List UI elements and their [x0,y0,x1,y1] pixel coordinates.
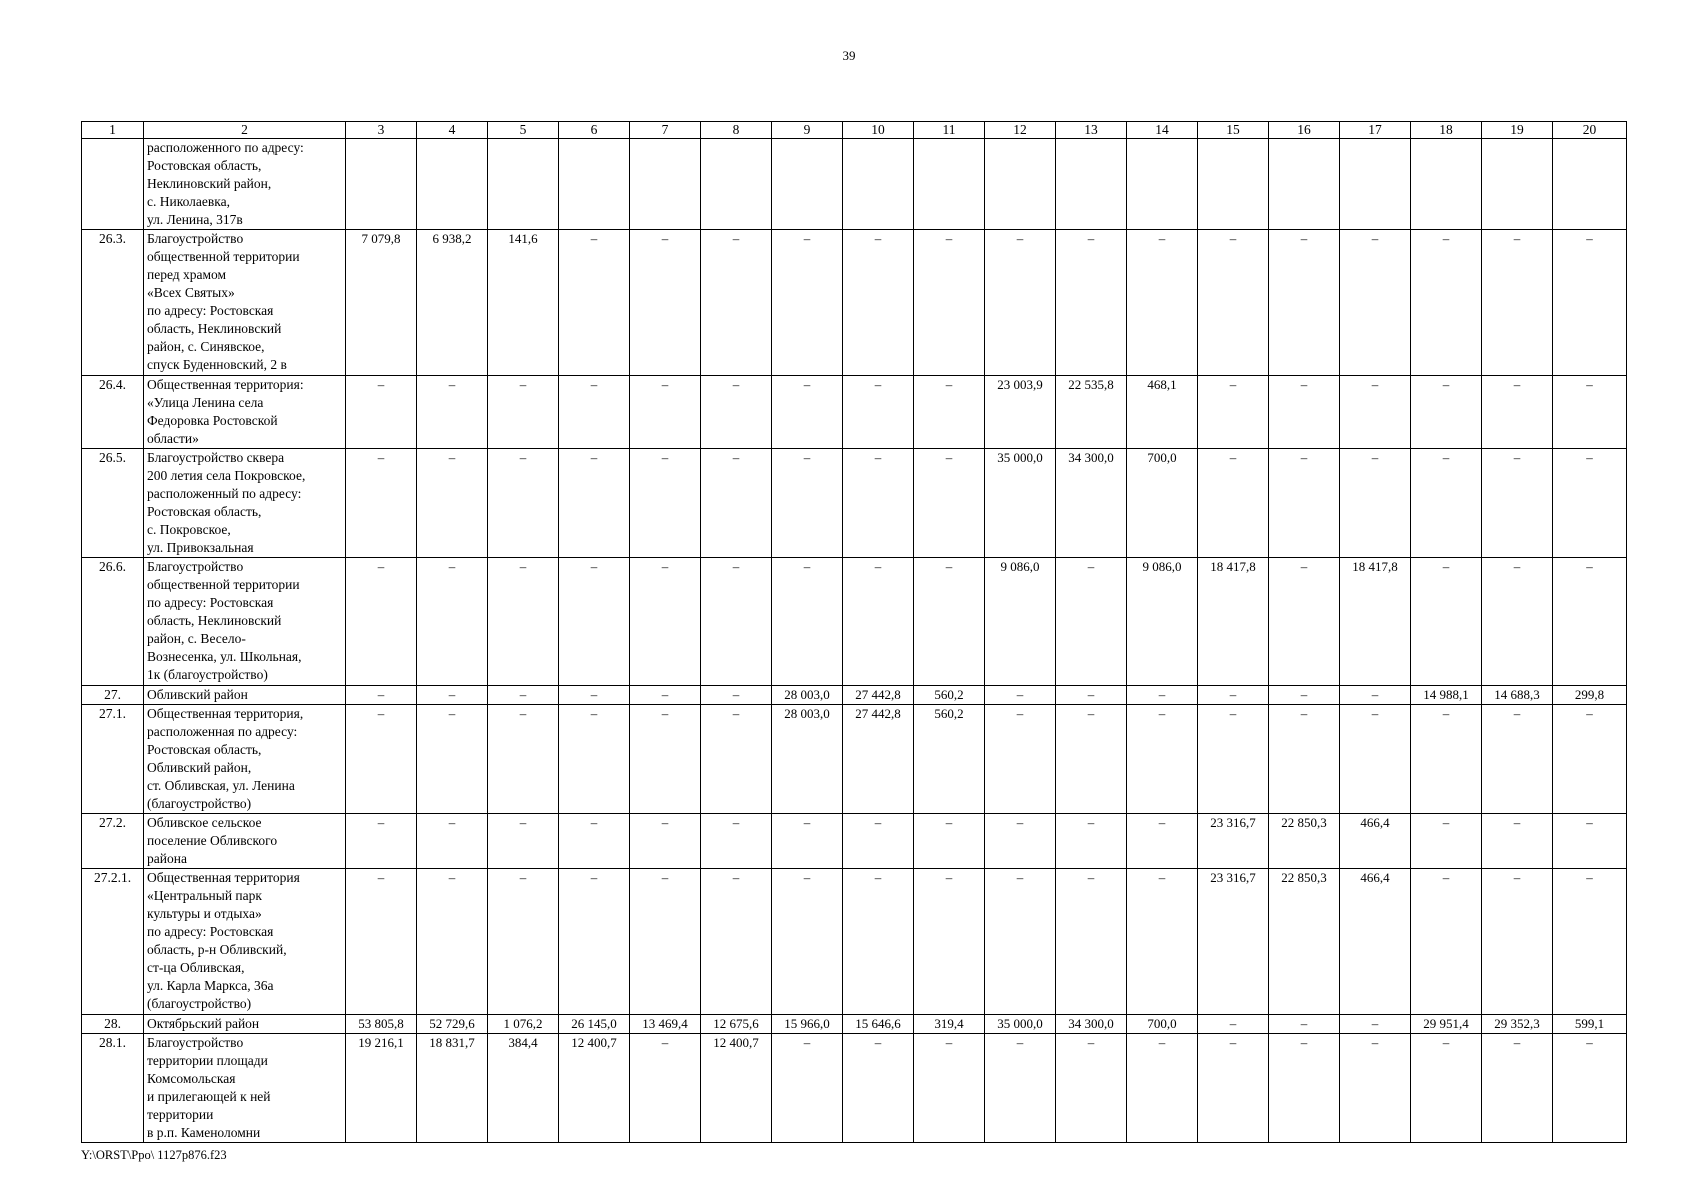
value-cell: – [417,869,488,1015]
value-cell: – [559,558,630,686]
column-header: 11 [914,122,985,139]
value-cell: – [1411,814,1482,869]
row-number-cell: 27.2.1. [82,869,144,1015]
value-cell: – [1127,814,1198,869]
value-cell: – [1198,686,1269,705]
column-header: 14 [1127,122,1198,139]
value-cell: – [1198,705,1269,814]
column-header: 9 [772,122,843,139]
value-cell: – [488,558,559,686]
value-cell: – [914,814,985,869]
value-cell: – [1198,1034,1269,1143]
value-cell: – [488,705,559,814]
column-header: 6 [559,122,630,139]
value-cell [1482,139,1553,230]
value-cell: – [1056,814,1127,869]
value-cell: 9 086,0 [985,558,1056,686]
value-cell: 35 000,0 [985,1015,1056,1034]
value-cell: – [1553,230,1627,376]
column-header: 18 [1411,122,1482,139]
value-cell: – [1411,449,1482,558]
value-cell: 12 400,7 [559,1034,630,1143]
value-cell: – [1482,705,1553,814]
file-path-footer: Y:\ORST\Ppo\ 1127p876.f23 [81,1148,227,1162]
value-cell: – [1340,230,1411,376]
value-cell: – [559,869,630,1015]
value-cell: 319,4 [914,1015,985,1034]
value-cell: – [630,376,701,449]
page-number: 39 [842,48,856,63]
column-header: 5 [488,122,559,139]
value-cell: – [701,376,772,449]
value-cell: – [772,814,843,869]
value-cell [559,139,630,230]
value-cell: 468,1 [1127,376,1198,449]
value-cell [701,139,772,230]
value-cell: – [1127,869,1198,1015]
value-cell: – [488,686,559,705]
value-cell: 27 442,8 [843,686,914,705]
value-cell: 35 000,0 [985,449,1056,558]
item-name-cell: Обливское сельское поселение Обливского района [144,814,346,869]
value-cell: – [985,705,1056,814]
value-cell: 34 300,0 [1056,1015,1127,1034]
value-cell: – [914,558,985,686]
value-cell: – [701,869,772,1015]
value-cell: 22 535,8 [1056,376,1127,449]
value-cell: – [1482,1034,1553,1143]
value-cell: 12 675,6 [701,1015,772,1034]
row-number-cell: 27. [82,686,144,705]
value-cell: – [559,449,630,558]
item-name-cell: Октябрьский район [144,1015,346,1034]
value-cell: 52 729,6 [417,1015,488,1034]
value-cell: – [914,230,985,376]
value-cell: – [559,376,630,449]
value-cell: – [772,869,843,1015]
value-cell: – [1269,376,1340,449]
value-cell [488,139,559,230]
value-cell: 12 400,7 [701,1034,772,1143]
value-cell [1269,139,1340,230]
value-cell [1056,139,1127,230]
value-cell: 14 688,3 [1482,686,1553,705]
column-header: 10 [843,122,914,139]
value-cell: – [1198,1015,1269,1034]
value-cell: 18 417,8 [1340,558,1411,686]
row-number-cell: 28.1. [82,1034,144,1143]
value-cell: 22 850,3 [1269,814,1340,869]
value-cell: – [772,230,843,376]
value-cell: – [1340,686,1411,705]
table-row [82,558,1627,686]
value-cell: – [630,558,701,686]
value-cell: – [1269,1015,1340,1034]
value-cell: – [488,869,559,1015]
value-cell: – [1127,1034,1198,1143]
value-cell: – [1553,1034,1627,1143]
value-cell: – [701,230,772,376]
row-number-cell: 28. [82,1015,144,1034]
value-cell: – [559,814,630,869]
value-cell: – [1198,449,1269,558]
value-cell: – [1553,705,1627,814]
column-header: 4 [417,122,488,139]
value-cell: 53 805,8 [346,1015,417,1034]
value-cell: – [1340,376,1411,449]
value-cell: 23 316,7 [1198,869,1269,1015]
value-cell [914,139,985,230]
value-cell: – [1482,230,1553,376]
value-cell [843,139,914,230]
value-cell: 560,2 [914,705,985,814]
value-cell [417,139,488,230]
value-cell: – [914,449,985,558]
table-row [82,686,1627,705]
value-cell: 15 646,6 [843,1015,914,1034]
value-cell: – [417,449,488,558]
value-cell: – [1411,558,1482,686]
value-cell: – [559,230,630,376]
item-name-cell: Общественная территория: «Улица Ленина села Федоровка Ростовской области» [144,376,346,449]
value-cell: 14 988,1 [1411,686,1482,705]
value-cell: – [772,449,843,558]
value-cell: – [1269,558,1340,686]
value-cell: – [630,705,701,814]
table-row [82,139,1627,230]
value-cell: – [417,686,488,705]
value-cell: – [346,686,417,705]
value-cell: – [417,814,488,869]
value-cell: – [1411,1034,1482,1143]
value-cell: 29 951,4 [1411,1015,1482,1034]
value-cell: 19 216,1 [346,1034,417,1143]
value-cell: – [488,376,559,449]
value-cell: – [843,558,914,686]
value-cell: – [1056,1034,1127,1143]
value-cell: 466,4 [1340,869,1411,1015]
value-cell [346,139,417,230]
value-cell: – [1482,814,1553,869]
column-header: 3 [346,122,417,139]
table-row [82,1034,1627,1143]
value-cell: – [346,558,417,686]
value-cell: – [630,686,701,705]
value-cell: – [488,449,559,558]
item-name-cell: расположенного по адресу: Ростовская область, Неклиновский район, с. Николаевка, ул. Ленина, 317в [144,139,346,230]
value-cell: – [630,230,701,376]
item-name-cell: Благоустройство общественной территории перед храмом «Всех Святых» по адресу: Ростовская область, Неклиновский район, с. Синявское, спуск Буденновский, 2 в [144,230,346,376]
item-name-cell: Общественная территория, расположенная по адресу: Ростовская область, Обливский район, ст. Обливская, ул. Ленина (благоустройство) [144,705,346,814]
value-cell: – [1553,558,1627,686]
value-cell: – [1340,1034,1411,1143]
value-cell: 34 300,0 [1056,449,1127,558]
value-cell: – [1482,869,1553,1015]
value-cell: 15 966,0 [772,1015,843,1034]
value-cell: – [701,705,772,814]
value-cell: – [1056,230,1127,376]
value-cell: 6 938,2 [417,230,488,376]
item-name-cell: Обливский район [144,686,346,705]
value-cell: – [1553,376,1627,449]
table-row [82,1015,1627,1034]
value-cell: 1 076,2 [488,1015,559,1034]
value-cell: – [985,1034,1056,1143]
row-number-cell: 27.2. [82,814,144,869]
value-cell: – [701,558,772,686]
value-cell [772,139,843,230]
value-cell: 700,0 [1127,1015,1198,1034]
value-cell: – [630,449,701,558]
value-cell: – [985,686,1056,705]
value-cell: – [772,1034,843,1143]
column-header: 17 [1340,122,1411,139]
column-header: 16 [1269,122,1340,139]
item-name-cell: Благоустройство общественной территории по адресу: Ростовская область, Неклиновский район, с. Весело- Вознесенка, ул. Школьная, 1к (благоустройство) [144,558,346,686]
value-cell: – [1269,705,1340,814]
value-cell: – [985,814,1056,869]
value-cell: – [630,869,701,1015]
value-cell: – [1340,705,1411,814]
item-name-cell: Благоустройство сквера 200 летия села Покровское, расположенный по адресу: Ростовская область, с. Покровское, ул. Привокзальная [144,449,346,558]
value-cell: – [417,705,488,814]
value-cell: – [701,686,772,705]
column-header: 13 [1056,122,1127,139]
value-cell: 29 352,3 [1482,1015,1553,1034]
value-cell: – [914,869,985,1015]
value-cell: 466,4 [1340,814,1411,869]
row-number-cell: 27.1. [82,705,144,814]
row-number-cell: 26.5. [82,449,144,558]
value-cell: – [843,449,914,558]
value-cell: 9 086,0 [1127,558,1198,686]
value-cell: 23 316,7 [1198,814,1269,869]
value-cell: – [843,869,914,1015]
column-header: 15 [1198,122,1269,139]
value-cell: – [1056,686,1127,705]
value-cell: – [1411,230,1482,376]
value-cell: 26 145,0 [559,1015,630,1034]
value-cell: – [843,1034,914,1143]
column-header: 8 [701,122,772,139]
row-number-cell: 26.6. [82,558,144,686]
value-cell: 13 469,4 [630,1015,701,1034]
value-cell: – [1056,558,1127,686]
value-cell: 22 850,3 [1269,869,1340,1015]
value-cell: – [1411,376,1482,449]
value-cell: – [914,376,985,449]
value-cell: – [701,449,772,558]
item-name-cell: Общественная территория «Центральный парк культуры и отдыха» по адресу: Ростовская область, р-н Обливский, ст-ца Обливская, ул. Карла Маркса, 36а (благоустройство) [144,869,346,1015]
value-cell: – [1127,230,1198,376]
budget-table-container [81,121,1627,1143]
value-cell: – [346,869,417,1015]
value-cell: – [1269,449,1340,558]
value-cell: – [772,376,843,449]
table-row [82,376,1627,449]
table-header-row [82,122,1627,139]
value-cell: – [346,705,417,814]
value-cell [1553,139,1627,230]
value-cell: – [1269,686,1340,705]
value-cell: 23 003,9 [985,376,1056,449]
column-header: 19 [1482,122,1553,139]
value-cell: – [1340,449,1411,558]
table-row [82,705,1627,814]
value-cell: – [1482,376,1553,449]
column-header: 7 [630,122,701,139]
value-cell: – [985,869,1056,1015]
value-cell: – [1127,705,1198,814]
value-cell: 27 442,8 [843,705,914,814]
value-cell: 28 003,0 [772,686,843,705]
value-cell: – [1411,869,1482,1015]
value-cell [985,139,1056,230]
value-cell: – [417,376,488,449]
value-cell: – [1198,376,1269,449]
table-row [82,869,1627,1015]
column-header: 2 [144,122,346,139]
value-cell: – [559,705,630,814]
value-cell: – [1269,230,1340,376]
value-cell: 700,0 [1127,449,1198,558]
value-cell: – [1127,686,1198,705]
value-cell: – [1411,705,1482,814]
value-cell: – [1553,869,1627,1015]
value-cell: – [1269,1034,1340,1143]
value-cell: – [1553,814,1627,869]
value-cell: – [630,814,701,869]
item-name-cell: Благоустройство территории площади Комсомольская и прилегающей к ней территории в р.п. Каменоломни [144,1034,346,1143]
row-number-cell [82,139,144,230]
value-cell: – [1482,558,1553,686]
table-row [82,814,1627,869]
row-number-cell: 26.3. [82,230,144,376]
value-cell: 18 831,7 [417,1034,488,1143]
value-cell: 18 417,8 [1198,558,1269,686]
value-cell: 7 079,8 [346,230,417,376]
value-cell: – [843,376,914,449]
value-cell: – [346,449,417,558]
value-cell [630,139,701,230]
value-cell [1198,139,1269,230]
value-cell: 299,8 [1553,686,1627,705]
value-cell: – [843,814,914,869]
value-cell: 599,1 [1553,1015,1627,1034]
value-cell: – [1553,449,1627,558]
value-cell [1340,139,1411,230]
column-header: 20 [1553,122,1627,139]
column-header: 1 [82,122,144,139]
value-cell: – [346,814,417,869]
value-cell: – [417,558,488,686]
value-cell: – [1056,705,1127,814]
value-cell: – [1056,869,1127,1015]
value-cell: – [630,1034,701,1143]
value-cell: – [701,814,772,869]
value-cell: – [843,230,914,376]
value-cell: – [772,558,843,686]
value-cell: – [985,230,1056,376]
value-cell: 28 003,0 [772,705,843,814]
value-cell: – [488,814,559,869]
value-cell [1411,139,1482,230]
value-cell: 560,2 [914,686,985,705]
value-cell: 141,6 [488,230,559,376]
column-header: 12 [985,122,1056,139]
table-row [82,449,1627,558]
value-cell: – [1198,230,1269,376]
value-cell: – [1482,449,1553,558]
table-body [82,139,1627,1143]
value-cell: – [559,686,630,705]
value-cell [1127,139,1198,230]
value-cell: – [914,1034,985,1143]
value-cell: – [1340,1015,1411,1034]
value-cell: 384,4 [488,1034,559,1143]
table-row [82,230,1627,376]
budget-table [81,121,1627,1143]
value-cell: – [346,376,417,449]
row-number-cell: 26.4. [82,376,144,449]
